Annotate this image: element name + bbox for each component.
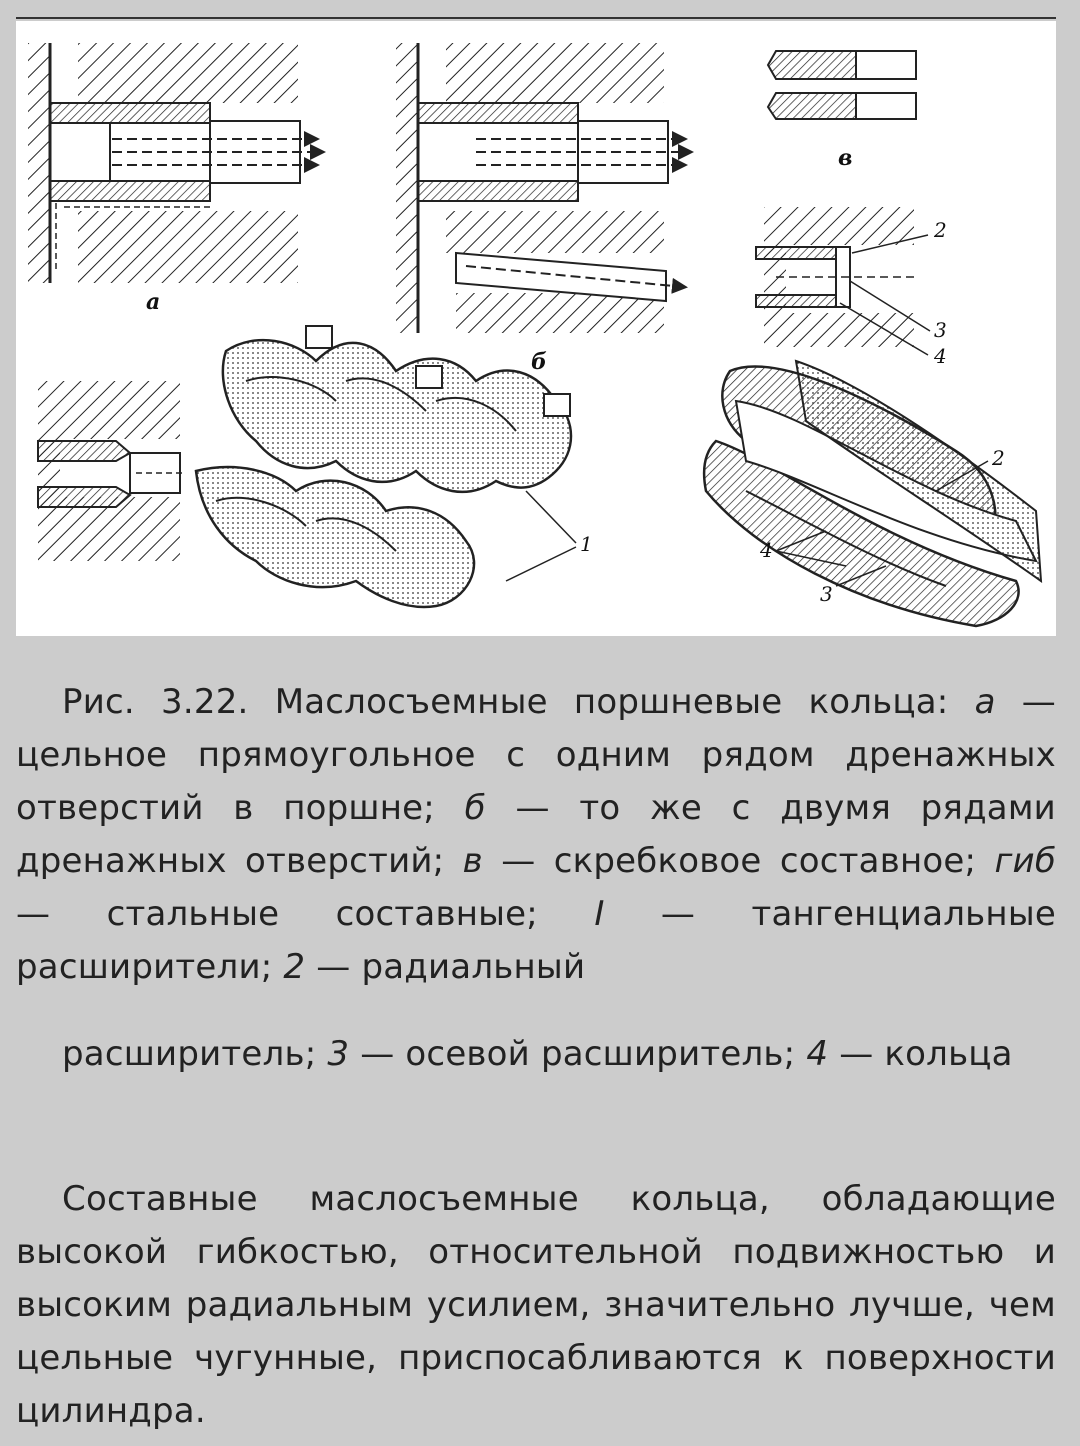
caption-three: 3	[327, 1034, 350, 1074]
caption-gib: гиб	[994, 841, 1057, 881]
caption-two: 2	[283, 947, 306, 987]
label-v: в	[838, 145, 853, 171]
diagram-section-bottom-left	[38, 381, 182, 561]
caption-b: б	[464, 788, 486, 828]
caption-a-text: — цельное прямоугольное с одним рядом дренажных отверстий в поршне;	[16, 682, 1056, 828]
caption-a: а	[974, 682, 996, 722]
label-a: а	[146, 289, 161, 315]
label-n4-top: 4	[934, 344, 947, 368]
caption-start: Рис. 3.22. Маслосъемные поршневые кольца:	[62, 682, 975, 722]
label-n1: 1	[580, 532, 593, 556]
caption-v-text: — скребковое составное;	[482, 841, 995, 881]
caption-four: 4	[806, 1034, 829, 1074]
label-b: б	[531, 349, 547, 375]
caption-three-text: — осевой расширитель;	[349, 1034, 807, 1074]
diagram-a	[28, 43, 322, 315]
caption-cont-start: расширитель;	[62, 1034, 328, 1074]
diagram-v	[768, 51, 916, 171]
label-n2-top: 2	[934, 218, 947, 242]
body-text: Составные маслосъемные кольца, обладающие высокой гибкостью, относительной подвижностью и высоким радиальным усилием, значительно лучше, чем цельные чугунные, приспосабливаются к поверхности цилиндра.	[16, 1179, 1056, 1431]
body-paragraph	[16, 1173, 1056, 1438]
caption-gib-text: — стальные составные;	[16, 894, 595, 934]
figure-caption	[16, 676, 1056, 994]
caption-two-text: — радиальный	[305, 947, 586, 987]
figure-piston-rings	[16, 21, 1056, 636]
diagram-b	[396, 43, 690, 375]
caption-b-text: — то же с двумя рядами дренажных отверстий;	[16, 788, 1056, 881]
label-n3-top: 3	[934, 318, 947, 342]
diagram-cross-section-right	[756, 207, 947, 368]
caption-v: в	[462, 841, 483, 881]
caption-four-text: — кольца	[828, 1034, 1013, 1074]
figure-caption-continued	[16, 1028, 1056, 1081]
caption-one: I	[594, 894, 605, 934]
label-n4-bottom: 4	[760, 538, 773, 562]
diagram-steel-composite	[704, 361, 1041, 626]
label-n3-bottom: 3	[820, 582, 833, 606]
top-rule	[16, 17, 1056, 19]
caption-one-text: — тангенциальные расширители;	[16, 894, 1056, 987]
label-n2-bottom: 2	[992, 446, 1005, 470]
